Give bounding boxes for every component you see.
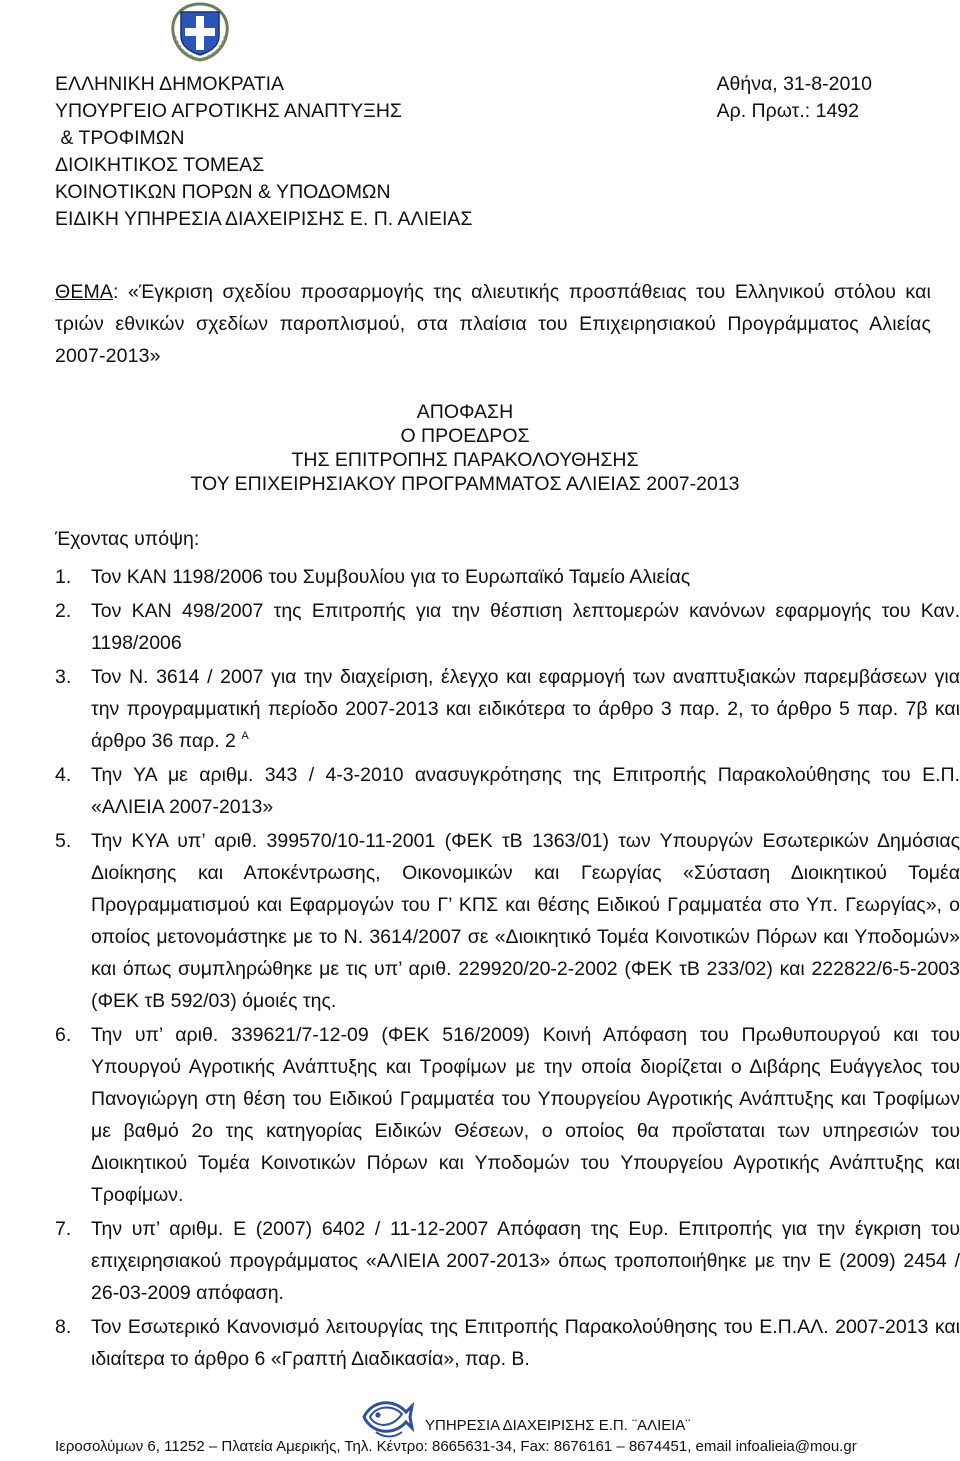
decision-line: Ο ΠΡΟΕΔΡΟΣ [400,425,530,447]
subject [55,276,931,372]
item-number: 8. [55,1316,72,1338]
item-text: Τον ΚΑΝ 1198/2006 του Συμβουλίου για το Ευρωπαϊκό Ταμείο Αλιείας [91,566,691,588]
item-text: Τον Ν. 3614 / 2007 για την διαχείριση, έλεγχο και εφαρμογή των αναπτυξιακών παρεμβάσεων για την προγραμματική περίοδο 2007-2013 και ειδικότερα το άρθρο 3 παρ. 2, το άρθρο 5 παρ. 7β και άρθρο 36 παρ. 2 [91,666,960,752]
item-text: Την ΥΑ με αριθμ. 343 / 4-3-2010 ανασυγκρότησης της Επιτροπής Παρακολούθησης του Ε.Π. «ΑΛΙΕΙΑ 2007-2013» [91,764,960,818]
list-item [55,1213,960,1309]
item-number: 5. [55,830,72,852]
footer-service-name: ΥΠΗΡΕΣΙΑ ΔΙΑΧΕΙΡΙΣΗΣ Ε.Π. ¨ΑΛΙΕΙΑ¨ [425,1417,691,1434]
item-number: 7. [55,1218,72,1240]
header-line: ΕΛΛΗΝΙΚΗ ΔΗΜΟΚΡΑΤΙΑ [55,73,285,95]
header-line: & ΤΡΟΦΙΜΩΝ [55,127,185,149]
greek-coat-of-arms-icon [165,2,235,62]
item-text: Την υπ’ αριθ. 339621/7-12-09 (ΦΕΚ 516/2009) Κοινή Απόφαση του Πρωθυπουργού και του Υπουργού Αγροτικής Ανάπτυξης και Τροφίμων με την οποία διορίζεται ο Διβάρης Ευάγγελος του Πανογιώργη στη θέση του Ειδικού Γραμματέα του Υπουργείου Αγροτικής Ανάπτυξης και Τροφίμων με βαθμό 2ο της κατηγορίας Ειδικών Θέσεων, ο οποίος θα προΐσταται των υπηρεσιών του Διοικητικού Τομέα Κοινοτικών Πόρων και Υποδομών του Υπουργείου Αγροτικής Ανάπτυξης και Τροφίμων. [91,1024,960,1206]
subject-label: ΘΕΜΑ [55,281,114,303]
item-text: Την υπ’ αριθμ. Ε (2007) 6402 / 11-12-2007 Απόφαση της Ευρ. Επιτροπής για την έγκριση του επιχειρησιακού προγράμματος «ΑΛΙΕΙΑ 2007-2013» όπως τροποποιήθηκε με την Ε (2009) 2454 / 26-03-2009 απόφαση. [91,1218,960,1304]
list-item [55,1311,960,1375]
item-number: 6. [55,1024,72,1046]
fish-logo-icon [358,1392,414,1442]
item-number: 1. [55,566,72,588]
list-item [55,561,960,593]
item-number: 3. [55,666,72,688]
decision-heading [55,400,875,496]
decision-line: ΑΠΟΦΑΣΗ [416,401,514,423]
list-item [55,825,960,1017]
item-text: Τον ΚΑΝ 498/2007 της Επιτροπής για την θέσπιση λεπτομερών κανόνων εφαρμογής του Καν. 1198/2006 [91,600,960,654]
header-line: ΥΠΟΥΡΓΕΙΟ ΑΓΡΟΤΙΚΗΣ ΑΝΑΠΤΥΞΗΣ [55,100,402,122]
footer-address: Ιεροσολύμων 6, 11252 – Πλατεία Αμερικής, Τηλ. Κέντρο: 8665631-34, Fax: 8676161 – 8674451, email infoalieia@mou.gr [55,1438,857,1455]
decision-line: ΤΗΣ ΕΠΙΤΡΟΠΗΣ ΠΑΡΑΚΟΛΟΥΘΗΣΗΣ [291,449,639,471]
superscript: Α [241,730,249,742]
considering-list [55,561,960,1375]
header-line: ΚΟΙΝΟΤΙΚΩΝ ΠΟΡΩΝ & ΥΠΟΔΟΜΩΝ [55,181,391,203]
protocol-number: Αρ. Πρωτ.: 1492 [716,100,859,122]
header-line: ΔΙΟΙΚΗΤΙΚΟΣ ΤΟΜΕΑΣ [55,154,265,176]
subject-text: : «Έγκριση σχεδίου προσαρμογής της αλιευτικής προσπάθειας του Ελληνικού στόλου και τριών εθνικών σχεδίων παροπλισμού, στα πλαίσια του Επιχειρησιακού Προγράμματος Αλιείας 2007-2013» [55,281,931,367]
item-number: 2. [55,600,72,622]
list-item [55,661,960,757]
decision-line: ΤΟΥ ΕΠΙΧΕΙΡΗΣΙΑΚΟΥ ΠΡΟΓΡΑΜΜΑΤΟΣ ΑΛΙΕΙΑΣ 2007-2013 [190,473,740,495]
considering-label: Έχοντας υπόψη: [55,528,200,550]
item-text: Την ΚΥΑ υπ’ αριθ. 399570/10-11-2001 (ΦΕΚ τΒ 1363/01) των Υπουργών Εσωτερικών Δημόσιας Διοίκησης και Αποκέντρωσης, Οικονομικών και Γεωργίας «Σύσταση Διοικητικού Τομέα Προγραμματισμού και Εφαρμογών του Γ’ ΚΠΣ και θέσης Ειδικού Γραμματέα στο Υπ. Γεωργίας», ο οποίος μετονομάστηκε με το Ν. 3614/2007 σε «Διοικητικό Τομέα Κοινοτικών Πόρων και Υποδομών» και όπως συμπληρώθηκε με τις υπ’ αριθ. 229920/20-2-2002 (ΦΕΚ τΒ 233/02) και 222822/6-5-2003 (ΦΕΚ τΒ 592/03) όμοιές της. [91,830,960,1012]
item-text: Τον Εσωτερικό Κανονισμό λειτουργίας της Επιτροπής Παρακολούθησης του Ε.Π.ΑΛ. 2007-2013 και ιδιαίτερα το άρθρο 6 «Γραπτή Διαδικασία», παρ. Β. [91,1316,960,1370]
list-item [55,595,960,659]
header-line: ΕΙΔΙΚΗ ΥΠΗΡΕΣΙΑ ΔΙΑΧΕΙΡΙΣΗΣ Ε. Π. ΑΛΙΕΙΑΣ [55,208,473,230]
list-item [55,1019,960,1211]
list-item [55,759,960,823]
place-date: Αθήνα, 31-8-2010 [716,73,872,95]
item-number: 4. [55,764,72,786]
